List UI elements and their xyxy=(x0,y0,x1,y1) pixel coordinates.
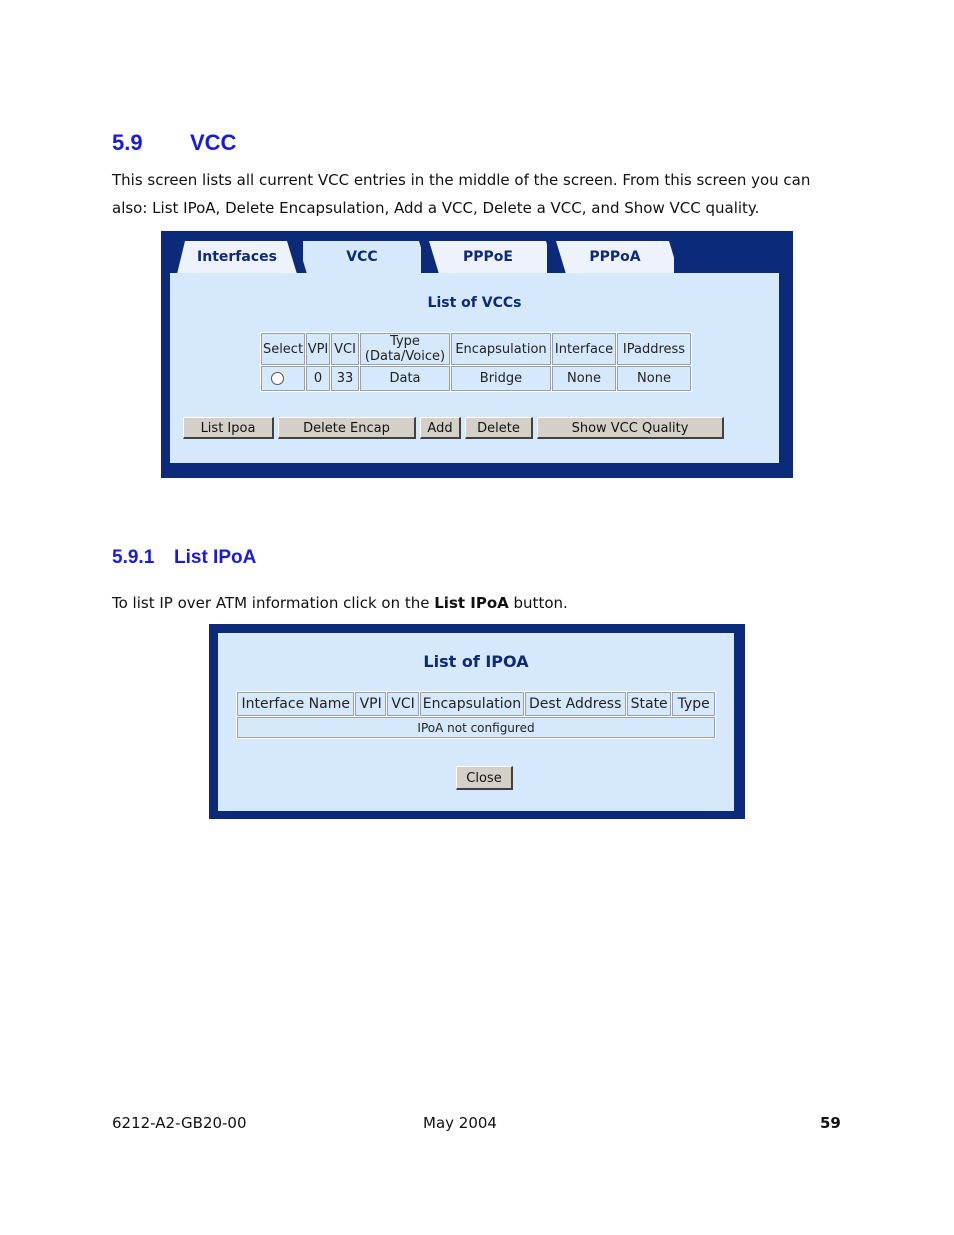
ipoa-content xyxy=(218,633,734,811)
ipoa-text-after: button. xyxy=(508,594,568,612)
cell-type: Data xyxy=(360,366,450,391)
ipoa-list-title: List of IPOA xyxy=(423,652,529,671)
col-vci: VCI xyxy=(387,692,419,716)
col-vci: VCI xyxy=(331,333,359,365)
table-row xyxy=(261,366,691,391)
subsection-heading xyxy=(112,547,256,569)
col-state: State xyxy=(627,692,672,716)
vcc-table xyxy=(260,332,692,392)
ipoa-table xyxy=(236,691,716,739)
tab-interfaces-label: Interfaces xyxy=(197,249,277,265)
col-encapsulation: Encapsulation xyxy=(420,692,523,716)
col-dest-address: Dest Address xyxy=(525,692,626,716)
subsection-title: List IPoA xyxy=(174,547,257,568)
section-heading xyxy=(112,130,236,156)
select-radio[interactable] xyxy=(271,372,284,385)
tab-pppoe-label: PPPoE xyxy=(463,249,513,265)
col-select: Select xyxy=(261,333,305,365)
add-button[interactable]: Add xyxy=(420,417,461,439)
col-type-line2: (Data/Voice) xyxy=(364,349,446,364)
select-cell xyxy=(261,366,305,391)
section-title: VCC xyxy=(190,130,237,155)
col-vpi: VPI xyxy=(306,333,330,365)
col-interface: Interface xyxy=(552,333,616,365)
tab-pppoa-label: PPPoA xyxy=(589,249,641,265)
ipoa-paragraph xyxy=(112,589,568,617)
ipoa-table-header xyxy=(237,692,715,716)
subsection-number: 5.9.1 xyxy=(112,547,155,568)
cell-vci: 33 xyxy=(331,366,359,391)
ipoa-text-bold: List IPoA xyxy=(434,594,509,612)
table-row xyxy=(237,717,715,738)
close-button[interactable]: Close xyxy=(456,766,513,790)
col-interface-name: Interface Name xyxy=(237,692,354,716)
list-ipoa-button[interactable]: List Ipoa xyxy=(183,417,274,439)
cell-interface: None xyxy=(552,366,616,391)
delete-button[interactable]: Delete xyxy=(465,417,533,439)
intro-line-1: This screen lists all current VCC entries in the middle of the screen. From this screen you can xyxy=(112,171,811,189)
vcc-screen xyxy=(161,231,793,478)
ipoa-text-before: To list IP over ATM information click on the xyxy=(112,594,435,612)
footer-date: May 2004 xyxy=(423,1114,497,1132)
ipoa-empty-message: IPoA not configured xyxy=(237,717,715,738)
vcc-content xyxy=(170,273,779,463)
cell-encapsulation: Bridge xyxy=(451,366,551,391)
col-type xyxy=(360,333,450,365)
cell-vpi: 0 xyxy=(306,366,330,391)
vcc-table-header xyxy=(261,333,691,365)
delete-encap-button[interactable]: Delete Encap xyxy=(278,417,416,439)
intro-line-2: also: List IPoA, Delete Encapsulation, Add a VCC, Delete a VCC, and Show VCC quality. xyxy=(112,199,760,217)
footer-doc-number: 6212-A2-GB20-00 xyxy=(112,1114,247,1132)
show-vcc-quality-button[interactable]: Show VCC Quality xyxy=(537,417,724,439)
tab-vcc-label: VCC xyxy=(346,249,378,265)
intro-paragraph xyxy=(112,166,810,222)
vcc-list-title: List of VCCs xyxy=(427,295,522,311)
col-ipaddress: IPaddress xyxy=(617,333,691,365)
col-type-line1: Type xyxy=(390,334,420,349)
col-type: Type xyxy=(672,692,715,716)
col-vpi: VPI xyxy=(355,692,385,716)
col-encapsulation: Encapsulation xyxy=(451,333,551,365)
footer-page-number: 59 xyxy=(820,1114,841,1132)
section-number: 5.9 xyxy=(112,130,143,155)
ipoa-screen xyxy=(209,624,745,819)
cell-ipaddress: None xyxy=(617,366,691,391)
tab-slants xyxy=(161,231,793,276)
